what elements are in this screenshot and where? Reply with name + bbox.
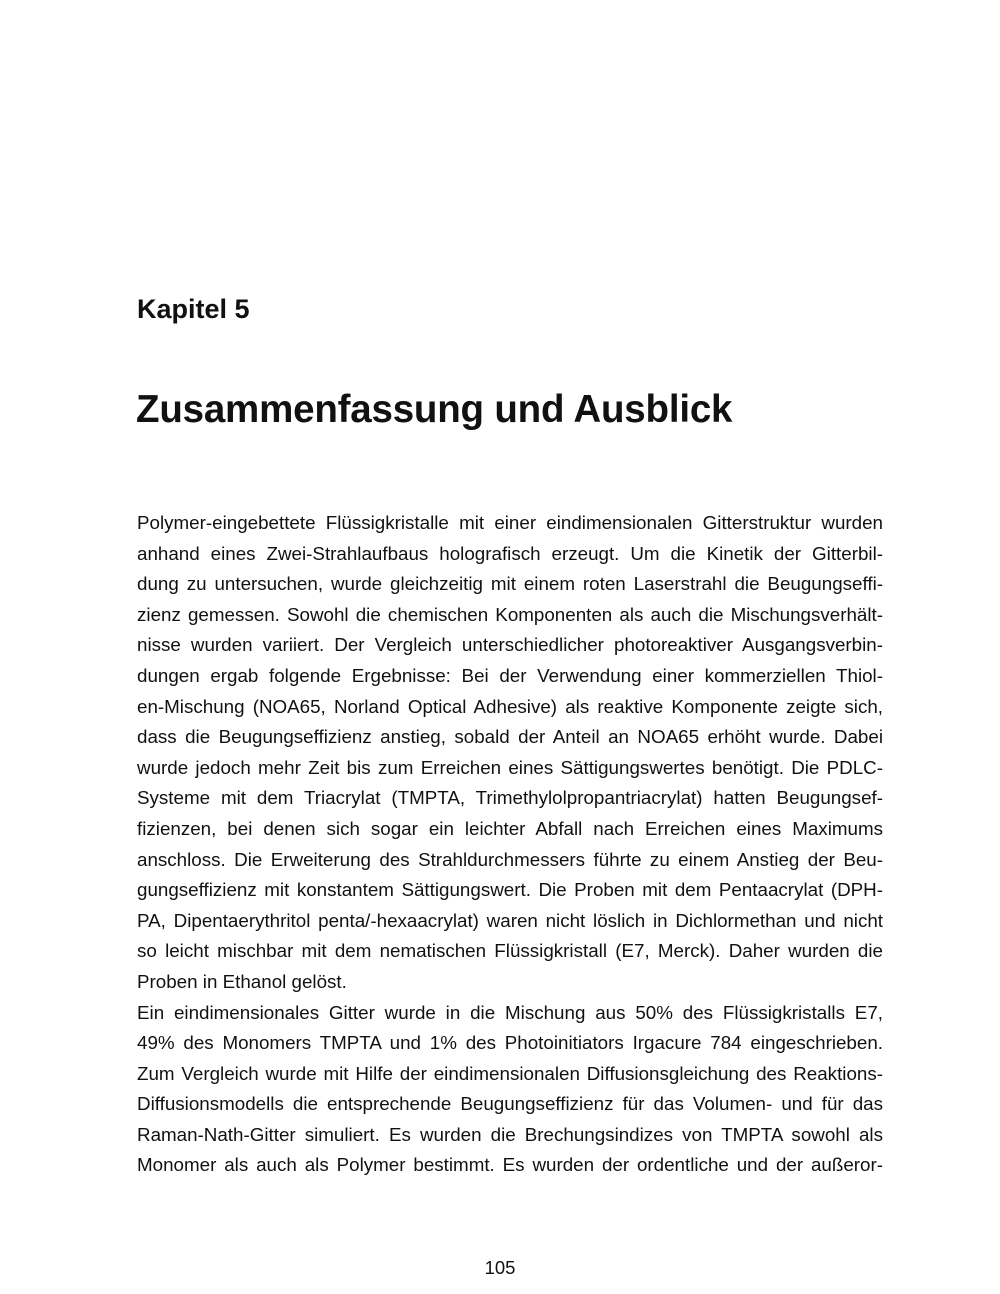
text-line: Proben in Ethanol gelöst. bbox=[137, 970, 347, 992]
text-line: wurde jedoch mehr Zeit bis zum Erreichen eines Sättigungswertes benötigt. Die PDLC- bbox=[137, 756, 883, 778]
text-line: zienz gemessen. Sowohl die chemischen Komponenten als auch die Mischungsverhält- bbox=[137, 603, 883, 625]
text-line: Systeme mit dem Triacrylat (TMPTA, Trimethylolpropantriacrylat) hatten Beugungsef- bbox=[137, 787, 883, 809]
text-line: Zum Vergleich wurde mit Hilfe der eindimensionalen Diffusionsgleichung des Reaktions- bbox=[137, 1062, 883, 1084]
text-line: en-Mischung (NOA65, Norland Optical Adhesive) als reaktive Komponente zeigte sich, bbox=[137, 695, 883, 717]
paragraph bbox=[137, 508, 883, 998]
text-line: dungen ergab folgende Ergebnisse: Bei der Verwendung einer kommerziellen Thiol- bbox=[137, 664, 883, 686]
text-line: Polymer-eingebettete Flüssigkristalle mit einer eindimensionalen Gitterstruktur wurden bbox=[137, 512, 883, 533]
text-line: Ein eindimensionales Gitter wurde in die Mischung aus 50% des Flüssigkristalls E7, bbox=[137, 1001, 883, 1023]
text-line: Raman-Nath-Gitter simuliert. Es wurden die Brechungsindizes von TMPTA sowohl als bbox=[137, 1123, 883, 1145]
text-line: 49% des Monomers TMPTA und 1% des Photoinitiators Irgacure 784 eingeschrieben. bbox=[137, 1032, 883, 1054]
text-line: nisse wurden variiert. Der Vergleich unterschiedlicher photoreaktiver Ausgangsverbin- bbox=[137, 634, 883, 656]
page-number: 105 bbox=[484, 1257, 516, 1278]
text-line: dass die Beugungseffizienz anstieg, sobald der Anteil an NOA65 erhöht wurde. Dabei bbox=[137, 726, 883, 748]
text-line: so leicht mischbar mit dem nematischen Flüssigkristall (E7, Merck). Daher wurden die bbox=[137, 940, 883, 962]
text-line: fizienzen, bei denen sich sogar ein leichter Abfall nach Erreichen eines Maximums bbox=[137, 817, 883, 839]
body-text bbox=[137, 508, 883, 1181]
text-line: anschloss. Die Erweiterung des Strahldurchmessers führte zu einem Anstieg der Beu- bbox=[137, 848, 883, 870]
paragraph bbox=[137, 998, 883, 1182]
chapter-title: Zusammenfassung und Ausblick bbox=[136, 388, 733, 431]
text-line: anhand eines Zwei-Strahlaufbaus holografisch erzeugt. Um die Kinetik der Gitterbil- bbox=[137, 542, 883, 564]
text-line: PA, Dipentaerythritol penta/-hexaacrylat) waren nicht löslich in Dichlormethan und nicht bbox=[137, 909, 883, 931]
text-line: dung zu untersuchen, wurde gleichzeitig mit einem roten Laserstrahl die Beugungseffi- bbox=[137, 573, 883, 595]
chapter-label: Kapitel 5 bbox=[137, 294, 250, 324]
text-line: gungseffizienz mit konstantem Sättigungswert. Die Proben mit dem Pentaacrylat (DPH- bbox=[137, 879, 883, 901]
text-line: Diffusionsmodells die entsprechende Beugungseffizienz für das Volumen- und für das bbox=[137, 1093, 883, 1115]
text-line: Monomer als auch als Polymer bestimmt. Es wurden der ordentliche und der außeror- bbox=[137, 1154, 883, 1176]
